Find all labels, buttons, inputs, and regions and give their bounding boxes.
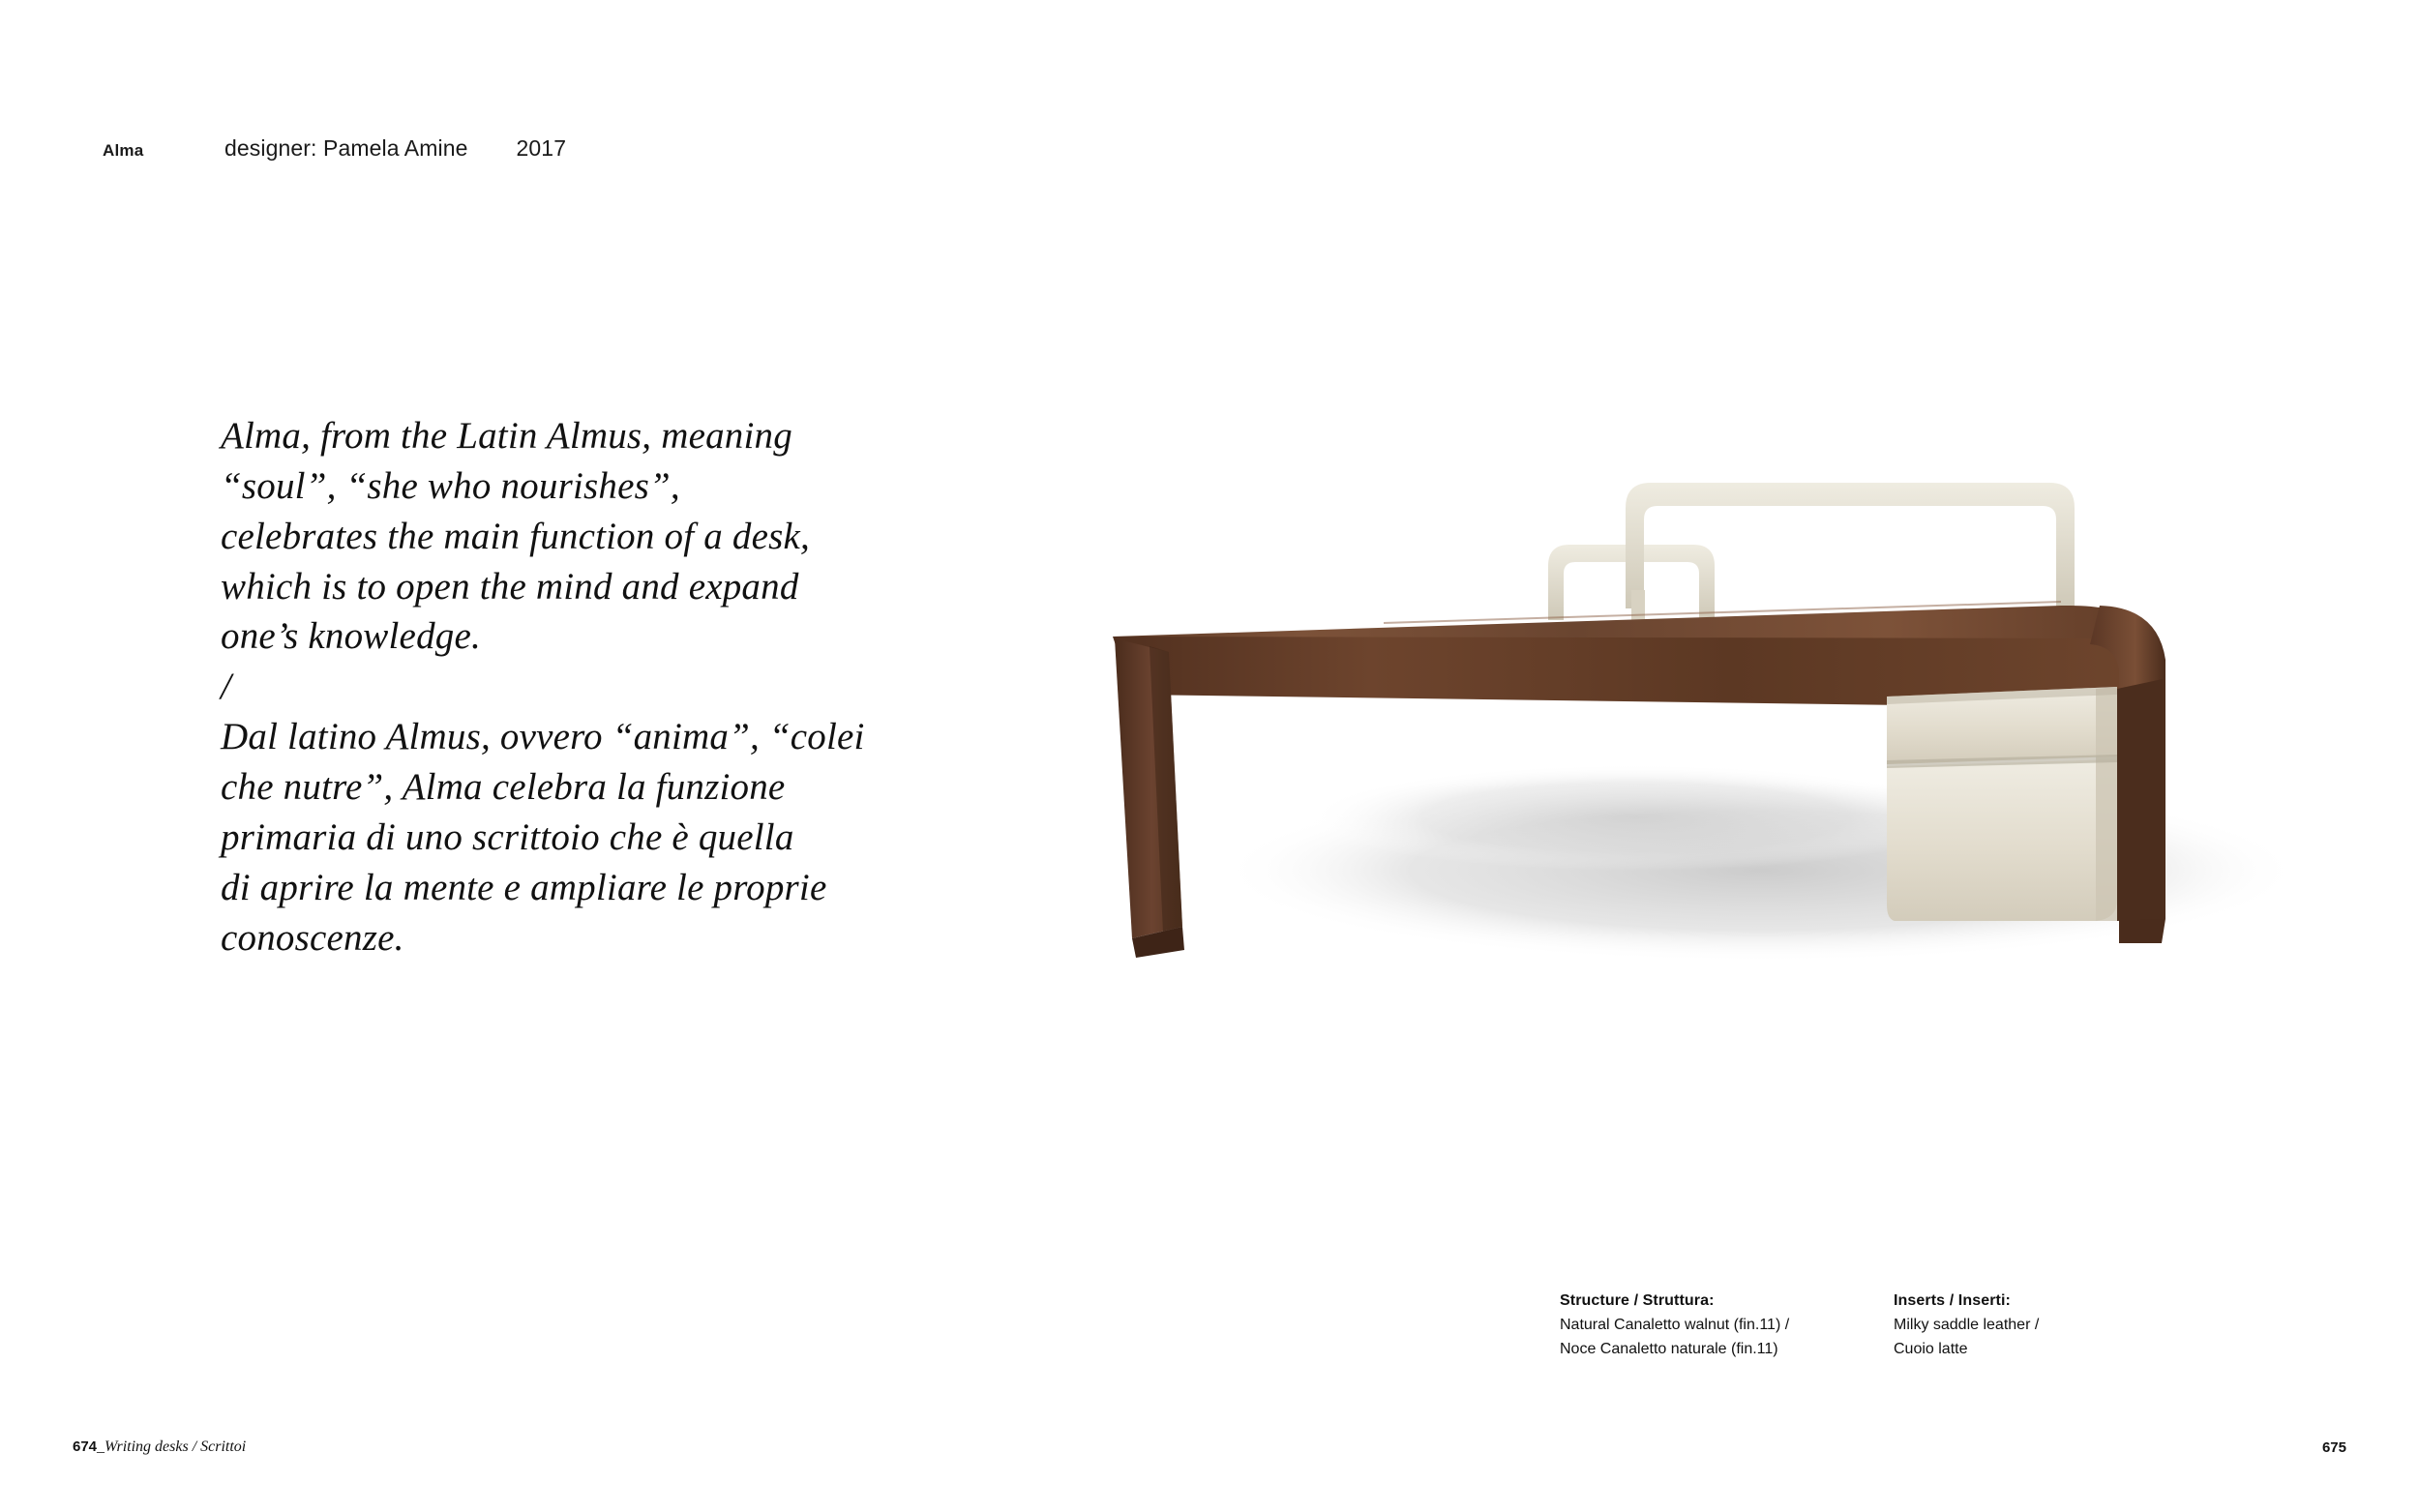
footer-left — [73, 1438, 246, 1456]
intro-en-line-3: celebrates the main function of a desk, — [221, 515, 810, 557]
intro-en-line-4: which is to open the mind and expand — [221, 565, 799, 608]
intro-it-line-1: Dal latino Almus, ovvero “anima”, “colei — [221, 716, 865, 758]
specification-block — [1560, 1290, 2039, 1361]
intro-it-line-4: di aprire la mente e ampliare le proprie — [221, 866, 827, 908]
spec-inserts-line-2: Cuoio latte — [1894, 1340, 1968, 1357]
intro-language-separator: / — [221, 666, 232, 708]
spec-structure-title: Structure / Struttura: — [1560, 1292, 1715, 1309]
section-name: _Writing desks / Scrittoi — [97, 1438, 247, 1455]
spec-inserts-title: Inserts / Inserti: — [1894, 1292, 2011, 1309]
intro-it-line-5: conoscenze. — [221, 916, 404, 959]
intro-en-line-2: “soul”, “she who nourishes”, — [221, 464, 680, 507]
spec-inserts — [1894, 1290, 2039, 1361]
desk-illustration — [1093, 416, 2322, 1151]
page-header — [103, 135, 566, 162]
page-number-right: 675 — [2321, 1439, 2346, 1456]
spec-structure-line-2: Noce Canaletto naturale (fin.11) — [1560, 1340, 1778, 1357]
intro-it-line-3: primaria di uno scrittoio che è quella — [221, 815, 794, 858]
designer-credit: designer: Pamela Amine — [224, 135, 468, 161]
intro-it-line-2: che nutre”, Alma celebra la funzione — [221, 766, 786, 809]
page-number-left: 674 — [73, 1438, 98, 1455]
design-year: 2017 — [516, 135, 567, 161]
spec-structure-line-1: Natural Canaletto walnut (fin.11) / — [1560, 1316, 1790, 1333]
collection-name: Alma — [103, 141, 144, 160]
intro-en-line-1: Alma, from the Latin Almus, meaning — [221, 415, 792, 457]
intro-text-block — [221, 411, 1014, 963]
product-photo — [1093, 416, 2322, 1151]
intro-en-line-5: one’s knowledge. — [221, 615, 481, 658]
spec-structure — [1560, 1290, 1894, 1361]
spec-inserts-line-1: Milky saddle leather / — [1894, 1316, 2040, 1333]
